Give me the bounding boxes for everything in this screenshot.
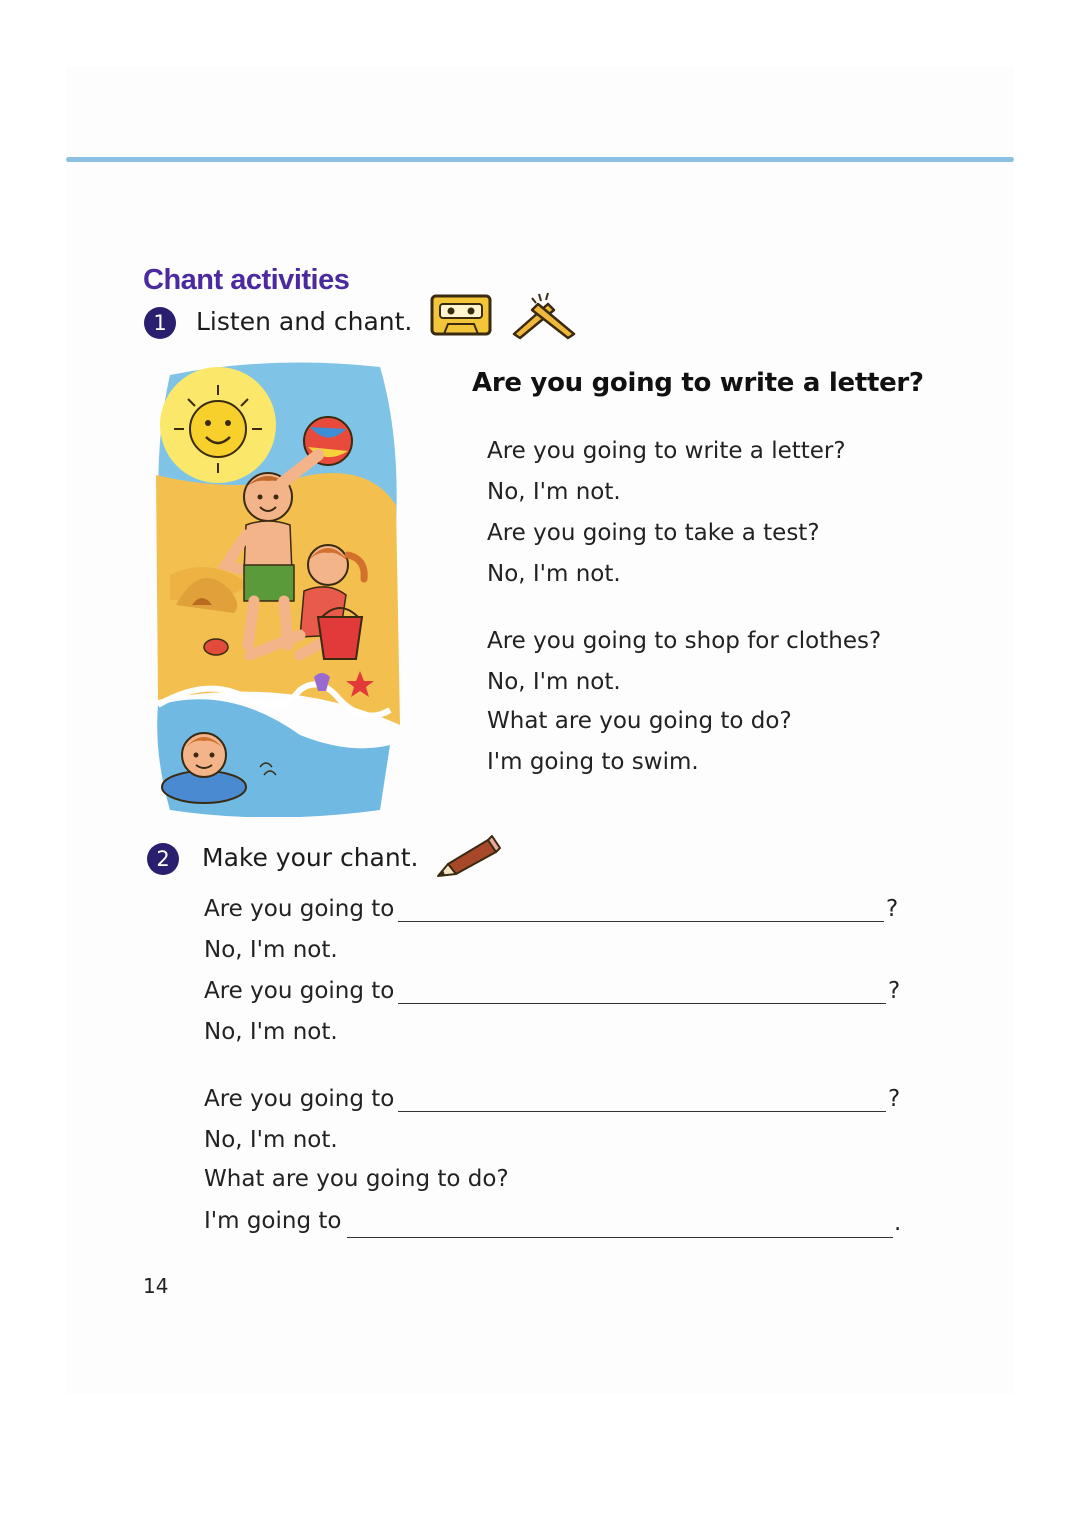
activity-2-badge: 2 bbox=[147, 843, 179, 875]
top-rule bbox=[66, 157, 1014, 162]
activity-2-instruction: Make your chant. bbox=[202, 843, 419, 872]
activity-1-badge: 1 bbox=[144, 307, 176, 339]
beach-illustration bbox=[150, 355, 402, 817]
answer-blank[interactable] bbox=[398, 921, 884, 922]
fill-line-prompt: Are you going to bbox=[204, 1086, 395, 1112]
question-mark: ? bbox=[888, 1086, 901, 1112]
answer-blank[interactable] bbox=[398, 1003, 886, 1004]
answer-blank[interactable] bbox=[398, 1111, 886, 1112]
fill-line-prompt: Are you going to bbox=[204, 978, 395, 1004]
clapping-hands-icon bbox=[508, 290, 580, 340]
chant-line: No, I'm not. bbox=[487, 479, 621, 505]
fill-line-answer: No, I'm not. bbox=[204, 937, 338, 963]
cassette-icon bbox=[430, 294, 492, 336]
fill-line-prompt: Are you going to bbox=[204, 896, 395, 922]
pencil-icon bbox=[434, 834, 502, 878]
chant-line: Are you going to shop for clothes? bbox=[487, 628, 882, 654]
fill-line-answer: No, I'm not. bbox=[204, 1019, 338, 1045]
section-title: Chant activities bbox=[143, 264, 350, 296]
period-mark: . bbox=[894, 1210, 902, 1236]
chant-line: No, I'm not. bbox=[487, 561, 621, 587]
fill-line-question: What are you going to do? bbox=[204, 1166, 509, 1192]
chant-line: Are you going to take a test? bbox=[487, 520, 820, 546]
page-number: 14 bbox=[143, 1274, 169, 1298]
chant-title: Are you going to write a letter? bbox=[472, 368, 924, 398]
fill-line-answer: No, I'm not. bbox=[204, 1127, 338, 1153]
chant-line: What are you going to do? bbox=[487, 708, 792, 734]
fill-line-prompt: I'm going to bbox=[204, 1208, 342, 1234]
question-mark: ? bbox=[888, 978, 901, 1004]
answer-blank[interactable] bbox=[347, 1237, 893, 1238]
chant-line: Are you going to write a letter? bbox=[487, 438, 846, 464]
activity-1-instruction: Listen and chant. bbox=[196, 307, 413, 336]
question-mark: ? bbox=[886, 896, 899, 922]
chant-line: I'm going to swim. bbox=[487, 749, 699, 775]
chant-line: No, I'm not. bbox=[487, 669, 621, 695]
